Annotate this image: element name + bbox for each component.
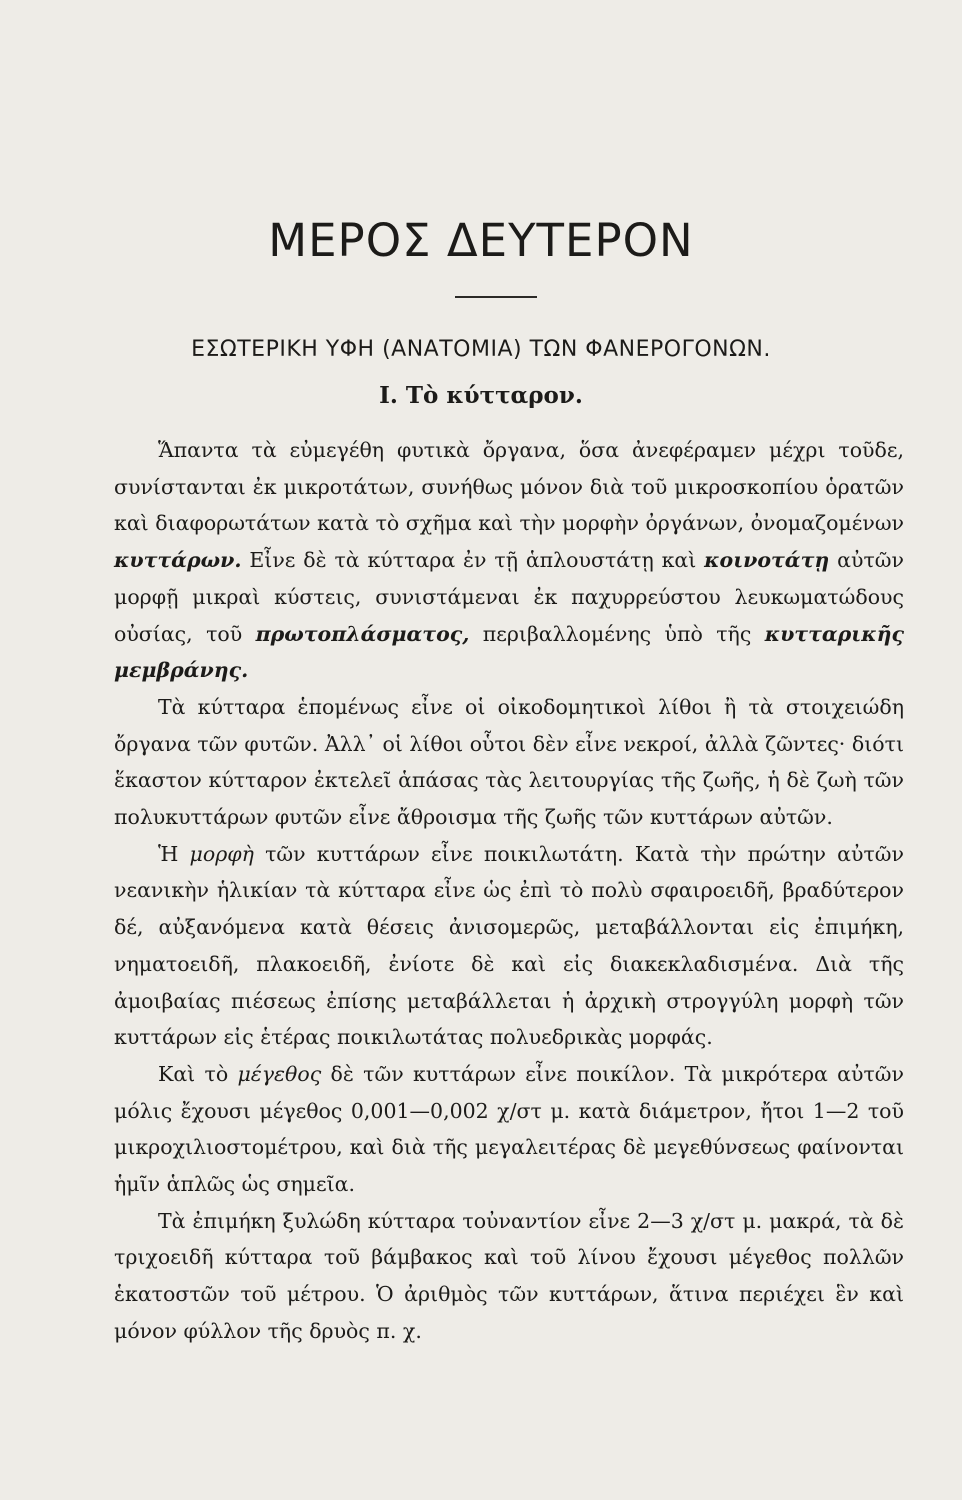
chapter-title: Ι. Τὸ κύτταρον. [379, 382, 583, 409]
paragraph-3-text-b: τῶν κυττάρων εἶνε ποικιλωτάτη. Κατὰ τὴν πρώτην αὐτῶν νεανικὴν ἡλικίαν τὰ κύτταρα εἶνε ὡς ἐπὶ τὸ πολὺ σφαιροειδῆ, βραδύτερον δέ, αὐξανόμενα κατὰ θέσεις ἀνισομερῶς, μεταβάλλονται εἰς ἐπιμήκη, νηματοειδῆ, πλακοειδῆ, ἐνίοτε δὲ καὶ εἰς διακεκλαδισμένα. Διὰ τῆς ἀμοιβαίας πιέσεως ἐπίσης μεταβάλλεται ἡ ἀρχικὴ στρογγύλη μορφὴ τῶν κυττάρων εἰς ἑτέρας ποικιλωτάτας πολυεδρικὰς μορφάς. [114, 841, 904, 1050]
paragraph-5 [114, 1203, 904, 1350]
term-koinotati: κοινοτάτῃ [704, 548, 830, 573]
paragraph-1-text-a: Ἅπαντα τὰ εὐμεγέθη φυτικὰ ὄργανα, ὅσα ἀνεφέραμεν μέχρι τοῦδε, συνίστανται ἐκ μικροτάτων, συνήθως μόνον διὰ τοῦ μικροσκοπίου ὁρατῶν καὶ διαφορωτάτων κατὰ τὸ σχῆμα καὶ τὴν μορφὴν ὀργάνων, ὀνομαζομένων [114, 438, 904, 536]
paragraph-2 [114, 689, 904, 836]
term-morfi: μορφὴ [189, 841, 254, 866]
paragraph-4-text-b: δὲ τῶν κυττάρων εἶνε ποικίλον. Τὰ μικρότερα αὐτῶν μόλις ἔχουσι μέγεθος 0,001—0,002 χ/στ μ. κατὰ διάμετρον, ἤτοι 1—2 τοῦ μικροχιλιοστομέτρου, καὶ διὰ τῆς μεγαλειτέρας δὲ μεγεθύνσεως φαίνονται ἡμῖν ἁπλῶς ὡς σημεῖα. [114, 1061, 904, 1197]
title-divider [455, 296, 537, 298]
paragraph-3 [114, 836, 904, 1056]
paragraph-1-text-d: περιβαλλομένης ὑπὸ τῆς [482, 621, 752, 646]
paragraph-5-text: Τὰ ἐπιμήκη ξυλώδη κύτταρα τοὐναντίον εἶνε 2—3 χ/στ μ. μακρά, τὰ δὲ τριχοειδῆ κύτταρα τοῦ βάμβακος καὶ τοῦ λίνου ἔχουσι μέγεθος πολλῶν ἑκατοστῶν τοῦ μέτρου. Ὁ ἀριθμὸς τῶν κυττάρων, ἅτινα περιέχει ἓν καὶ μόνον φύλλον τῆς δρυὸς π. χ. [114, 1208, 904, 1343]
term-megethos: μέγεθος [237, 1061, 322, 1086]
term-protoplasmatos: πρωτοπλάσματος, [255, 621, 470, 646]
term-kyttaron: κυττάρων. [114, 548, 242, 573]
paragraph-3-text-a: Ἡ [158, 841, 179, 866]
section-title: ΕΣΩΤΕΡΙΚΗ ΥΦΗ (ΑΝΑΤΟΜΙΑ) ΤΩΝ ΦΑΝΕΡΟΓΟΝΩΝ. [191, 337, 771, 362]
paragraph-1-text-c: αὐτῶν μορφῇ μικραὶ κύστεις, συνιστάμεναι ἐκ παχυρρεύστου λευκωματώδους οὐσίας, τοῦ [114, 548, 904, 646]
paragraph-1-text-b: Εἶνε δὲ τὰ κύτταρα ἐν τῇ ἁπλουστάτῃ καὶ [249, 548, 697, 573]
paragraph-4-text-a: Καὶ τὸ [158, 1061, 229, 1086]
paragraph-1 [114, 432, 904, 689]
paragraph-4 [114, 1056, 904, 1203]
body-text [114, 432, 904, 1350]
paragraph-2-text: Τὰ κύτταρα ἑπομένως εἶνε οἱ οἰκοδομητικοὶ λίθοι ἢ τὰ στοιχειώδη ὄργανα τῶν φυτῶν. Ἀλλ᾽ οἱ λίθοι οὗτοι δὲν εἶνε νεκροί, ἀλλὰ ζῶντες· διότι ἕκαστον κύτταρον ἐκτελεῖ ἁπάσας τὰς λειτουργίας τῆς ζωῆς, ἡ δὲ ζωὴ τῶν πολυκυττάρων φυτῶν εἶνε ἄθροισμα τῆς ζωῆς τῶν κυττάρων αὐτῶν. [114, 694, 904, 830]
term-kyttarikis-membranis: κυτταρικῆς μεμβράνης. [114, 621, 904, 683]
part-title: ΜΕΡΟΣ ΔΕΥΤΕΡΟΝ [268, 214, 694, 267]
